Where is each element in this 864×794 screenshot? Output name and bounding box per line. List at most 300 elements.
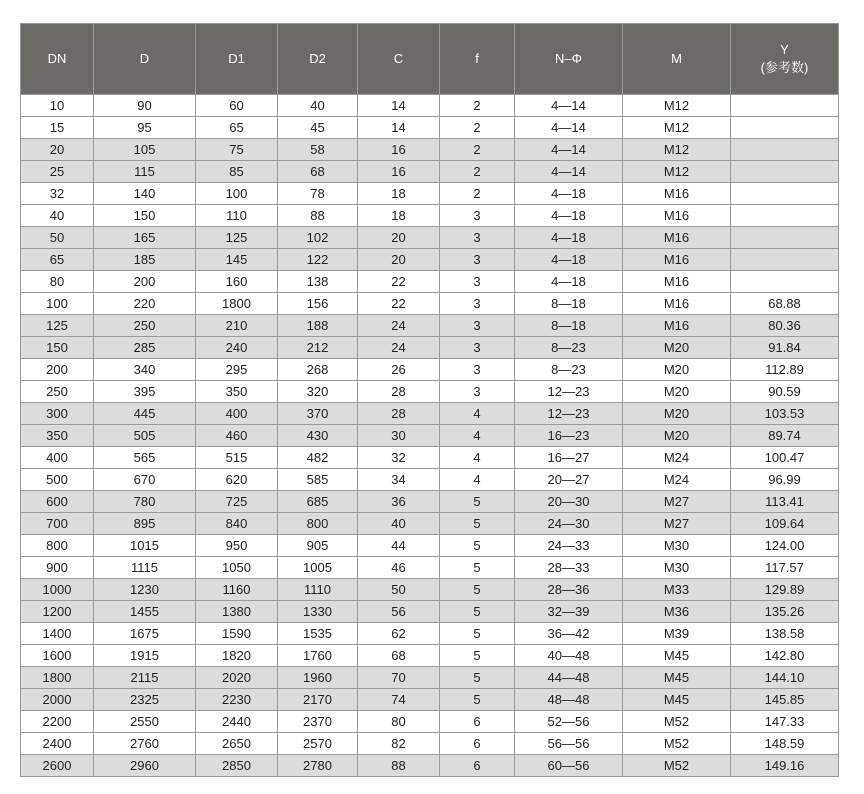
- table-row: [21, 667, 839, 689]
- cell-n-phi: 40—48: [515, 645, 623, 667]
- cell-m: M52: [623, 733, 731, 755]
- cell-d2: 1535: [278, 623, 358, 645]
- cell-dn: 20: [21, 139, 94, 161]
- cell-d2: 212: [278, 337, 358, 359]
- cell-d2: 430: [278, 425, 358, 447]
- table-row: [21, 601, 839, 623]
- cell-c: 68: [358, 645, 440, 667]
- cell-d: 445: [94, 403, 196, 425]
- cell-f: 4: [440, 403, 515, 425]
- cell-m: M16: [623, 249, 731, 271]
- cell-f: 3: [440, 227, 515, 249]
- cell-m: M20: [623, 425, 731, 447]
- cell-y: 149.16: [731, 755, 839, 777]
- header-y: [731, 24, 839, 95]
- cell-d: 565: [94, 447, 196, 469]
- cell-dn: 150: [21, 337, 94, 359]
- table-row: [21, 711, 839, 733]
- cell-d2: 58: [278, 139, 358, 161]
- cell-d: 250: [94, 315, 196, 337]
- cell-d: 285: [94, 337, 196, 359]
- cell-d1: 620: [196, 469, 278, 491]
- cell-d1: 460: [196, 425, 278, 447]
- cell-n-phi: 32—39: [515, 601, 623, 623]
- cell-n-phi: 8—23: [515, 359, 623, 381]
- cell-y: [731, 139, 839, 161]
- cell-c: 62: [358, 623, 440, 645]
- cell-f: 5: [440, 535, 515, 557]
- cell-d1: 2850: [196, 755, 278, 777]
- cell-y: 145.85: [731, 689, 839, 711]
- cell-n-phi: 4—18: [515, 205, 623, 227]
- cell-d1: 295: [196, 359, 278, 381]
- cell-n-phi: 8—18: [515, 315, 623, 337]
- cell-d2: 320: [278, 381, 358, 403]
- cell-f: 4: [440, 447, 515, 469]
- cell-d2: 905: [278, 535, 358, 557]
- cell-d2: 78: [278, 183, 358, 205]
- cell-d1: 2020: [196, 667, 278, 689]
- table-row: [21, 271, 839, 293]
- cell-d: 220: [94, 293, 196, 315]
- cell-y: 142.80: [731, 645, 839, 667]
- cell-m: M27: [623, 491, 731, 513]
- cell-f: 3: [440, 271, 515, 293]
- cell-dn: 600: [21, 491, 94, 513]
- cell-y: 96.99: [731, 469, 839, 491]
- table-row: [21, 733, 839, 755]
- cell-d: 90: [94, 95, 196, 117]
- cell-m: M45: [623, 645, 731, 667]
- cell-dn: 10: [21, 95, 94, 117]
- table-row: [21, 425, 839, 447]
- cell-c: 74: [358, 689, 440, 711]
- header-n-phi: N–Φ: [515, 24, 623, 95]
- cell-d1: 125: [196, 227, 278, 249]
- cell-d1: 1160: [196, 579, 278, 601]
- cell-m: M20: [623, 403, 731, 425]
- cell-m: M16: [623, 183, 731, 205]
- cell-c: 24: [358, 315, 440, 337]
- cell-c: 20: [358, 227, 440, 249]
- cell-f: 5: [440, 491, 515, 513]
- cell-d: 670: [94, 469, 196, 491]
- cell-d2: 370: [278, 403, 358, 425]
- cell-n-phi: 36—42: [515, 623, 623, 645]
- table-row: [21, 579, 839, 601]
- table-row: [21, 623, 839, 645]
- cell-n-phi: 44—48: [515, 667, 623, 689]
- cell-y: 100.47: [731, 447, 839, 469]
- cell-d2: 45: [278, 117, 358, 139]
- cell-m: M20: [623, 359, 731, 381]
- cell-d1: 2230: [196, 689, 278, 711]
- cell-dn: 2600: [21, 755, 94, 777]
- table-row: [21, 755, 839, 777]
- cell-d: 150: [94, 205, 196, 227]
- cell-f: 5: [440, 689, 515, 711]
- cell-c: 18: [358, 183, 440, 205]
- table-row: [21, 645, 839, 667]
- cell-m: M39: [623, 623, 731, 645]
- cell-f: 5: [440, 645, 515, 667]
- cell-c: 22: [358, 271, 440, 293]
- cell-f: 6: [440, 755, 515, 777]
- cell-d1: 240: [196, 337, 278, 359]
- cell-m: M30: [623, 535, 731, 557]
- cell-f: 2: [440, 117, 515, 139]
- cell-d2: 1005: [278, 557, 358, 579]
- cell-c: 14: [358, 95, 440, 117]
- table-row: [21, 381, 839, 403]
- table-row: [21, 403, 839, 425]
- cell-m: M16: [623, 293, 731, 315]
- cell-d1: 110: [196, 205, 278, 227]
- cell-d: 1915: [94, 645, 196, 667]
- cell-c: 46: [358, 557, 440, 579]
- header-d1: D1: [196, 24, 278, 95]
- table-body: [21, 95, 839, 777]
- cell-c: 22: [358, 293, 440, 315]
- cell-m: M30: [623, 557, 731, 579]
- cell-dn: 1200: [21, 601, 94, 623]
- cell-m: M16: [623, 271, 731, 293]
- cell-d1: 2650: [196, 733, 278, 755]
- cell-f: 2: [440, 161, 515, 183]
- cell-c: 16: [358, 139, 440, 161]
- cell-f: 5: [440, 601, 515, 623]
- cell-f: 3: [440, 315, 515, 337]
- cell-y: [731, 161, 839, 183]
- cell-d2: 102: [278, 227, 358, 249]
- cell-d1: 950: [196, 535, 278, 557]
- cell-d: 2325: [94, 689, 196, 711]
- cell-n-phi: 4—18: [515, 183, 623, 205]
- cell-f: 2: [440, 95, 515, 117]
- cell-dn: 1800: [21, 667, 94, 689]
- cell-dn: 50: [21, 227, 94, 249]
- cell-d: 105: [94, 139, 196, 161]
- cell-d: 395: [94, 381, 196, 403]
- cell-dn: 1000: [21, 579, 94, 601]
- cell-d2: 188: [278, 315, 358, 337]
- cell-d2: 482: [278, 447, 358, 469]
- cell-n-phi: 4—14: [515, 95, 623, 117]
- cell-dn: 200: [21, 359, 94, 381]
- table-row: [21, 315, 839, 337]
- cell-d2: 2370: [278, 711, 358, 733]
- cell-n-phi: 8—18: [515, 293, 623, 315]
- cell-f: 6: [440, 733, 515, 755]
- cell-d: 200: [94, 271, 196, 293]
- cell-d2: 685: [278, 491, 358, 513]
- cell-d: 1015: [94, 535, 196, 557]
- table-row: [21, 95, 839, 117]
- cell-m: M24: [623, 447, 731, 469]
- cell-n-phi: 8—23: [515, 337, 623, 359]
- table-row: [21, 183, 839, 205]
- cell-m: M12: [623, 161, 731, 183]
- cell-y: 80.36: [731, 315, 839, 337]
- flange-dimension-table: [20, 23, 839, 777]
- cell-y: 138.58: [731, 623, 839, 645]
- cell-n-phi: 48—48: [515, 689, 623, 711]
- cell-m: M45: [623, 667, 731, 689]
- cell-dn: 1400: [21, 623, 94, 645]
- cell-d: 340: [94, 359, 196, 381]
- cell-n-phi: 16—23: [515, 425, 623, 447]
- cell-m: M12: [623, 117, 731, 139]
- cell-dn: 700: [21, 513, 94, 535]
- cell-y: 148.59: [731, 733, 839, 755]
- cell-d1: 1380: [196, 601, 278, 623]
- cell-c: 50: [358, 579, 440, 601]
- cell-n-phi: 60—56: [515, 755, 623, 777]
- cell-m: M33: [623, 579, 731, 601]
- cell-d1: 2440: [196, 711, 278, 733]
- cell-n-phi: 4—14: [515, 161, 623, 183]
- cell-m: M20: [623, 337, 731, 359]
- cell-d1: 210: [196, 315, 278, 337]
- cell-c: 20: [358, 249, 440, 271]
- cell-n-phi: 4—14: [515, 117, 623, 139]
- cell-n-phi: 16—27: [515, 447, 623, 469]
- cell-m: M27: [623, 513, 731, 535]
- cell-dn: 2000: [21, 689, 94, 711]
- cell-f: 6: [440, 711, 515, 733]
- cell-n-phi: 28—33: [515, 557, 623, 579]
- cell-d2: 1110: [278, 579, 358, 601]
- cell-d2: 1760: [278, 645, 358, 667]
- cell-n-phi: 52—56: [515, 711, 623, 733]
- cell-n-phi: 20—27: [515, 469, 623, 491]
- table-row: [21, 337, 839, 359]
- table-row: [21, 205, 839, 227]
- cell-y: 112.89: [731, 359, 839, 381]
- cell-dn: 800: [21, 535, 94, 557]
- cell-d: 2960: [94, 755, 196, 777]
- cell-d: 1115: [94, 557, 196, 579]
- cell-d: 895: [94, 513, 196, 535]
- header-dn: DN: [21, 24, 94, 95]
- cell-y: 135.26: [731, 601, 839, 623]
- cell-y: 113.41: [731, 491, 839, 513]
- header-y-label: Y: [780, 42, 789, 57]
- cell-m: M52: [623, 711, 731, 733]
- cell-d: 140: [94, 183, 196, 205]
- cell-f: 3: [440, 293, 515, 315]
- cell-d2: 40: [278, 95, 358, 117]
- flange-dimension-table-container: [20, 23, 838, 777]
- table-row: [21, 491, 839, 513]
- cell-d2: 1330: [278, 601, 358, 623]
- cell-dn: 900: [21, 557, 94, 579]
- cell-y: 109.64: [731, 513, 839, 535]
- cell-c: 18: [358, 205, 440, 227]
- cell-dn: 300: [21, 403, 94, 425]
- table-row: [21, 249, 839, 271]
- cell-m: M20: [623, 381, 731, 403]
- cell-d2: 2570: [278, 733, 358, 755]
- cell-d1: 1820: [196, 645, 278, 667]
- cell-d: 2115: [94, 667, 196, 689]
- header-d2: D2: [278, 24, 358, 95]
- cell-dn: 100: [21, 293, 94, 315]
- cell-m: M24: [623, 469, 731, 491]
- cell-n-phi: 4—18: [515, 271, 623, 293]
- cell-f: 5: [440, 557, 515, 579]
- cell-d1: 65: [196, 117, 278, 139]
- cell-n-phi: 4—14: [515, 139, 623, 161]
- cell-dn: 25: [21, 161, 94, 183]
- cell-n-phi: 24—33: [515, 535, 623, 557]
- cell-f: 5: [440, 623, 515, 645]
- cell-d2: 800: [278, 513, 358, 535]
- cell-n-phi: 4—18: [515, 227, 623, 249]
- cell-c: 32: [358, 447, 440, 469]
- cell-c: 28: [358, 381, 440, 403]
- cell-f: 2: [440, 183, 515, 205]
- table-row: [21, 139, 839, 161]
- cell-d1: 100: [196, 183, 278, 205]
- cell-y: [731, 249, 839, 271]
- cell-d1: 1590: [196, 623, 278, 645]
- cell-f: 3: [440, 205, 515, 227]
- cell-n-phi: 28—36: [515, 579, 623, 601]
- cell-d2: 585: [278, 469, 358, 491]
- cell-d2: 156: [278, 293, 358, 315]
- cell-m: M36: [623, 601, 731, 623]
- cell-y: 90.59: [731, 381, 839, 403]
- cell-d1: 75: [196, 139, 278, 161]
- cell-dn: 2400: [21, 733, 94, 755]
- cell-c: 30: [358, 425, 440, 447]
- cell-y: [731, 183, 839, 205]
- cell-d: 165: [94, 227, 196, 249]
- table-row: [21, 359, 839, 381]
- cell-n-phi: 12—23: [515, 381, 623, 403]
- cell-f: 5: [440, 579, 515, 601]
- cell-d1: 160: [196, 271, 278, 293]
- cell-f: 3: [440, 381, 515, 403]
- cell-d: 115: [94, 161, 196, 183]
- table-row: [21, 161, 839, 183]
- table-row: [21, 117, 839, 139]
- cell-d: 2760: [94, 733, 196, 755]
- cell-dn: 32: [21, 183, 94, 205]
- cell-y: 89.74: [731, 425, 839, 447]
- cell-dn: 250: [21, 381, 94, 403]
- cell-d1: 840: [196, 513, 278, 535]
- cell-m: M16: [623, 205, 731, 227]
- table-header: [21, 24, 839, 95]
- header-d: D: [94, 24, 196, 95]
- cell-f: 3: [440, 249, 515, 271]
- cell-d2: 122: [278, 249, 358, 271]
- cell-dn: 1600: [21, 645, 94, 667]
- cell-y: [731, 95, 839, 117]
- cell-d1: 725: [196, 491, 278, 513]
- cell-d1: 145: [196, 249, 278, 271]
- cell-c: 80: [358, 711, 440, 733]
- cell-d2: 88: [278, 205, 358, 227]
- cell-c: 34: [358, 469, 440, 491]
- cell-c: 88: [358, 755, 440, 777]
- table-row: [21, 689, 839, 711]
- cell-f: 4: [440, 469, 515, 491]
- cell-d2: 68: [278, 161, 358, 183]
- header-c: C: [358, 24, 440, 95]
- cell-n-phi: 20—30: [515, 491, 623, 513]
- cell-c: 16: [358, 161, 440, 183]
- cell-c: 36: [358, 491, 440, 513]
- cell-d2: 2170: [278, 689, 358, 711]
- cell-f: 3: [440, 359, 515, 381]
- cell-c: 40: [358, 513, 440, 535]
- cell-d: 95: [94, 117, 196, 139]
- cell-d1: 350: [196, 381, 278, 403]
- cell-n-phi: 24—30: [515, 513, 623, 535]
- header-m: M: [623, 24, 731, 95]
- cell-d: 1230: [94, 579, 196, 601]
- cell-c: 56: [358, 601, 440, 623]
- table-row: [21, 557, 839, 579]
- cell-d: 1455: [94, 601, 196, 623]
- cell-d: 185: [94, 249, 196, 271]
- cell-d1: 1800: [196, 293, 278, 315]
- cell-dn: 350: [21, 425, 94, 447]
- table-row: [21, 535, 839, 557]
- cell-c: 14: [358, 117, 440, 139]
- cell-d1: 60: [196, 95, 278, 117]
- cell-d2: 268: [278, 359, 358, 381]
- cell-y: [731, 227, 839, 249]
- cell-dn: 400: [21, 447, 94, 469]
- table-row: [21, 293, 839, 315]
- cell-d1: 515: [196, 447, 278, 469]
- cell-f: 2: [440, 139, 515, 161]
- cell-dn: 65: [21, 249, 94, 271]
- cell-y: 129.89: [731, 579, 839, 601]
- cell-y: [731, 117, 839, 139]
- cell-c: 26: [358, 359, 440, 381]
- header-f: f: [440, 24, 515, 95]
- table-row: [21, 513, 839, 535]
- cell-dn: 15: [21, 117, 94, 139]
- cell-d: 1675: [94, 623, 196, 645]
- cell-f: 5: [440, 667, 515, 689]
- cell-m: M12: [623, 95, 731, 117]
- cell-d2: 2780: [278, 755, 358, 777]
- cell-d: 505: [94, 425, 196, 447]
- cell-c: 82: [358, 733, 440, 755]
- cell-c: 70: [358, 667, 440, 689]
- cell-n-phi: 4—18: [515, 249, 623, 271]
- cell-m: M12: [623, 139, 731, 161]
- cell-c: 24: [358, 337, 440, 359]
- header-y-note: (参考数): [760, 60, 809, 75]
- cell-d1: 400: [196, 403, 278, 425]
- cell-dn: 80: [21, 271, 94, 293]
- cell-d: 780: [94, 491, 196, 513]
- cell-m: M52: [623, 755, 731, 777]
- cell-m: M45: [623, 689, 731, 711]
- cell-f: 5: [440, 513, 515, 535]
- cell-y: 68.88: [731, 293, 839, 315]
- cell-dn: 125: [21, 315, 94, 337]
- cell-m: M16: [623, 315, 731, 337]
- cell-d1: 1050: [196, 557, 278, 579]
